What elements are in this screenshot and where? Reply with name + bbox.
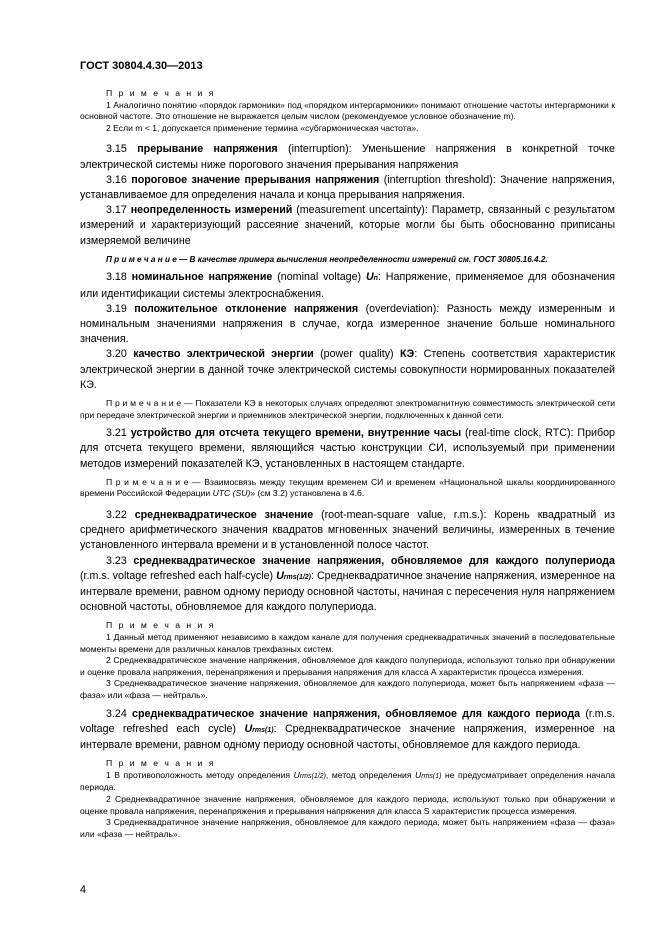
document-header: ГОСТ 30804.4.30—2013: [80, 60, 203, 72]
note-item: 3 Среднеквадратическое значение напряжения, обновляемое для каждого полупериода, может быть напряжением «фаза — фаза» или «фаза — нейтраль».: [80, 678, 615, 700]
term-3-15: 3.15 прерывание напряжения (interruption): Уменьшение напряжения в конкретной точке электрической системы ниже порогового значения прерывания напряжения: [80, 143, 615, 171]
note-3-21: П р и м е ч а н и е — Взаимосвязь между текущим временем СИ и временем «Национальной шкалы координированного времени Российской Федерации UTC (SU)» (см 3.2) установлена в 4.6.: [80, 476, 615, 499]
notes-heading: П р и м е ч а н и я: [106, 620, 216, 631]
term-title: среднеквадратическое значение: [134, 509, 314, 521]
note-3-20: П р и м е ч а н и е — Показатели КЭ в некоторых случаях определяют электромагнитную совместимость электрической сети при передаче электрической энергии и приемников электрической энергии, подключенных к данной сети.: [80, 398, 615, 420]
term-3-21: 3.21 устройство для отсчета текущего времени, внутренние часы (real-time clock, RTC): Прибор для отсчета текущего времени, являющийся частью конструкции СИ, используемый при применении методов измерений показателей КЭ, установленных в настоящем стандарте.: [80, 427, 615, 470]
term-3-16: 3.16 пороговое значение прерывания напряжения (interruption threshold): Значение напряжения, устанавливаемое для определения начала и конца прерывания напряжения.: [80, 173, 615, 201]
page-number: 4: [80, 884, 86, 896]
term-title: устройство для отсчета текущего времени, внутренние часы: [130, 427, 462, 440]
term-title: среднеквадратическое значение напряжения, обновляемое для каждого периода: [132, 707, 581, 720]
term-3-23: 3.23 среднеквадратическое значение напряжения, обновляемое для каждого полупериода (r.m.s. voltage refreshed each half-cycle) Urms(1/2): Среднеквадратичное значение напряжения, измеренное на интервале времени, равном одному периоду основной частоты, начиная с пересечения нуля напряжением основной частоты, обновляемое для каждого полупериода.: [80, 554, 615, 614]
note-item: 2 Среднеквадратическое значение напряжения, обновляемое для каждого полупериода, используют только при обнаружении и оценке провала напряжения, перенапряжения и прерывания напряжения для класса А характеристик процесса измерения.: [80, 655, 615, 677]
term-3-20: 3.20 качество электрической энергии (power quality) КЭ: Степень соответствия характеристик электрической энергии в данной точке электрической системы совокупности нормированных показателей КЭ.: [80, 348, 615, 391]
note-item: 1 В противоположность методу определения Urms(1/2), метод определения Urms(1) не предусматривает определения начала периода.: [80, 769, 616, 793]
term-title: среднеквадратическое значение напряжения, обновляемое для каждого полупериода: [133, 554, 615, 567]
note-item: 3 Среднеквадратичное значение напряжения, обновляемое для каждого периода, может быть напряжением «фаза — фаза» или «фаза — нейтраль».: [80, 817, 615, 839]
note-item: 2 Среднеквадратичное значение напряжения, обновляемое для каждого периода, используют только при обнаружении и оценке провала напряжения, перенапряжения и прерывания напряжения для класса S характеристик процесса измерения.: [80, 793, 615, 816]
notes-block-harmonics: [80, 88, 615, 134]
term-title: неопределенность измерений: [130, 204, 293, 217]
term-title: пороговое значение прерывания напряжения: [131, 173, 380, 186]
note-item: 1 Аналогично понятию «порядок гармоники» под «порядком интергармоники» понимают отношение частоты интергармоники к основной частоте. Это отношение не выражается целым числом (рекомендуемое условное обозначение m).: [80, 99, 615, 122]
term-3-17: 3.17 неопределенность измерений (measurement uncertainty): Параметр, связанный с результатом измерений и характеризующий рассеяние значений, которые могли бы быть обоснованно приписаны измеряемой величине: [80, 204, 615, 247]
notes-block-3-23: [80, 620, 615, 701]
term-3-24: 3.24 среднеквадратическое значение напряжения, обновляемое для каждого периода (r.m.s. voltage refreshed each cycle) Urms(1): Среднеквадратическое значение напряжения, измеренное на интервале времени, равном одному периоду основной частоты, обновляемое для каждого периода.: [80, 707, 616, 751]
term-title: положительное отклонение напряжения: [134, 302, 359, 315]
notes-block-3-24: [80, 758, 615, 840]
note-item: 2 Если m < 1, допускается применение термина «субгармоническая частота».: [106, 122, 419, 133]
note-item: 1 Данный метод применяют независимо в каждом канале для получения среднеквадратичных значений в последовательные моменты времени для различных каналов трехфазных систем.: [80, 632, 615, 654]
term-title: прерывание напряжения: [137, 143, 278, 156]
term-3-22: 3.22 среднеквадратическое значение (root-mean-square value, r.m.s.): Корень квадратный из среднего арифметического значения квадратов мгновенных значений величины, измеренных в течение установленного интервала времени и в установленной полосе частот.: [80, 509, 615, 552]
term-3-19: 3.19 положительное отклонение напряжения (overdeviation): Разность между измеренным и номинальным значениями напряжения в случае, когда измеренное значение больше номинального значения.: [80, 302, 615, 346]
term-3-18: 3.18 номинальное напряжение (nominal voltage) Un: Напряжение, применяемое для обозначения или идентификации системы электроснабжения.: [80, 271, 615, 300]
notes-heading: П р и м е ч а н и я: [106, 758, 216, 769]
notes-heading: П р и м е ч а н и я: [106, 88, 216, 98]
term-title: номинальное напряжение: [131, 271, 273, 284]
document-body: [80, 88, 615, 840]
note-3-17: П р и м е ч а н и е — В качестве примера вычисления неопределенности измерений см. ГОСТ 30805.16.4.2.: [106, 254, 548, 264]
term-title: качество электрической энергии: [133, 348, 314, 361]
